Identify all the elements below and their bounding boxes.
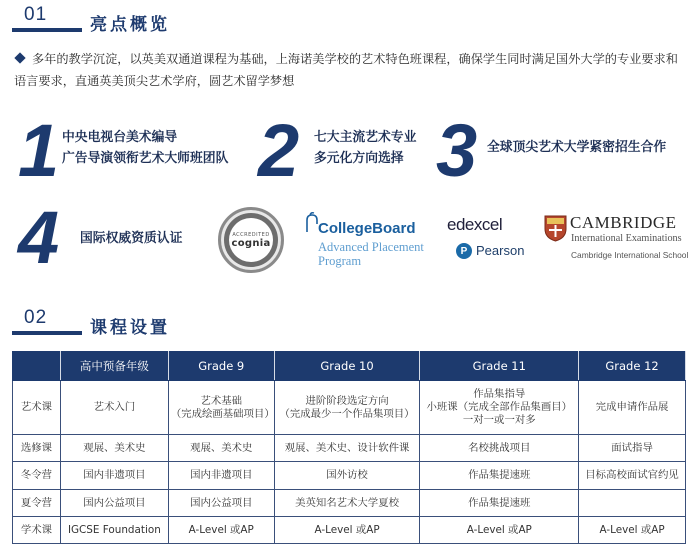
- collegeboard-sub1: Advanced Placement: [318, 240, 424, 254]
- highlight-number: 3: [436, 109, 478, 192]
- cambridge-school: Cambridge International School: [571, 250, 689, 260]
- table-cell: 国内非遗项目: [60, 462, 168, 490]
- course-table: [12, 351, 686, 544]
- section-header-courses: [12, 307, 312, 343]
- table-cell: 面试指导: [579, 435, 686, 462]
- section-underline: [12, 331, 82, 335]
- table-cell: [168, 381, 274, 435]
- highlight-line2: 多元化方向选择: [314, 151, 404, 166]
- table-cell: 观展、美术史: [60, 435, 168, 462]
- table-cell: 国内非遗项目: [168, 462, 274, 490]
- section-number: 02: [24, 307, 48, 328]
- table-cell: 观展、美术史: [168, 435, 274, 462]
- highlight-number: 4: [18, 196, 60, 279]
- cell-line: 进阶阶段选定方向: [305, 394, 389, 407]
- cognia-inner: [230, 219, 272, 261]
- table-cell: A-Level 或AP: [168, 517, 274, 544]
- cambridge-sub: International Examinations: [571, 233, 682, 244]
- highlight-number: 2: [258, 109, 300, 192]
- intro-paragraph: [14, 48, 686, 92]
- table-cell: 艺术入门: [60, 381, 168, 435]
- table-cell: A-Level 或AP: [420, 517, 579, 544]
- cell-line: 一对一或一对多: [462, 414, 536, 426]
- cell-line: （完成绘画基础项目）: [170, 407, 275, 420]
- table-cell: [274, 381, 420, 435]
- collegeboard-sub2: Program: [318, 254, 362, 268]
- table-cell: 美英知名艺术大学夏校: [274, 490, 420, 517]
- table-header-cell: Grade 12: [579, 352, 686, 381]
- highlight-number: 1: [18, 109, 60, 192]
- cognia-ring-text: ACCREDITED: [232, 231, 270, 238]
- section-underline: [12, 28, 82, 32]
- table-cell: 观展、美术史、设计软件课: [274, 435, 420, 462]
- edexcel-name: edexcel: [447, 215, 503, 234]
- cambridge-shield-icon: [544, 215, 567, 242]
- cognia-logo: [218, 207, 284, 273]
- table-header-cell: 高中预备年级: [60, 352, 168, 381]
- highlight-line1: 中央电视台美术编导: [62, 130, 178, 145]
- highlight-line1: 国际权威资质认证: [80, 231, 183, 246]
- table-header-cell: Grade 9: [168, 352, 274, 381]
- row-header-cell: 选修课: [13, 435, 61, 462]
- table-header-cell: [13, 352, 61, 381]
- cambridge-name: CAMBRIDGE: [570, 213, 677, 232]
- table-row: [13, 490, 686, 517]
- table-row: [13, 517, 686, 544]
- table-header-cell: Grade 11: [420, 352, 579, 381]
- section-title: 亮点概览: [90, 15, 170, 35]
- table-cell: 作品集提速班: [420, 462, 579, 490]
- section-number: 01: [24, 4, 48, 25]
- section-title: 课程设置: [90, 318, 170, 338]
- pearson-name: Pearson: [476, 243, 525, 258]
- table-cell: 目标高校面试官约见: [579, 462, 686, 490]
- table-row: [13, 381, 686, 435]
- table-body: [13, 381, 686, 544]
- pearson-p-icon: P: [456, 243, 472, 259]
- row-header-cell: 学术课: [13, 517, 61, 544]
- table-row: [13, 435, 686, 462]
- collegeboard-name: CollegeBoard: [318, 220, 416, 237]
- table-cell: [579, 490, 686, 517]
- highlight-line2: 广告导演领衔艺术大师班团队: [62, 151, 229, 166]
- table-cell: [420, 381, 579, 435]
- row-header-cell: 冬令营: [13, 462, 61, 490]
- table-cell: A-Level 或AP: [274, 517, 420, 544]
- table-cell: 名校挑战项目: [420, 435, 579, 462]
- table-row: [13, 462, 686, 490]
- highlight-line1: 全球顶尖艺术大学紧密招生合作: [487, 140, 667, 155]
- section-header-highlights: [12, 4, 312, 40]
- table-cell: 完成申请作品展: [579, 381, 686, 435]
- table-cell: IGCSE Foundation: [60, 517, 168, 544]
- table-cell: 国内公益项目: [168, 490, 274, 517]
- cell-line: 小班课（完成全部作品集画目）: [426, 401, 572, 413]
- table-header-row: [13, 352, 686, 381]
- intro-text: 多年的教学沉淀，以英美双通道课程为基础，上海诺美学校的艺术特色班课程，确保学生同时满足国外大学的专业要求和语言要求，直通英美顶尖艺术学府，圆艺术留学梦想: [14, 52, 678, 88]
- cognia-name: cognia: [231, 237, 271, 249]
- table-cell: A-Level 或AP: [579, 517, 686, 544]
- row-header-cell: 艺术课: [13, 381, 61, 435]
- cell-line: 艺术基础: [200, 394, 243, 407]
- table-cell: 国内公益项目: [60, 490, 168, 517]
- table-cell: 国外访校: [274, 462, 420, 490]
- table-header-cell: Grade 10: [274, 352, 420, 381]
- highlight-line1: 七大主流艺术专业: [314, 130, 417, 145]
- cell-line: 作品集指导: [473, 388, 526, 400]
- diamond-bullet-icon: [14, 52, 25, 63]
- row-header-cell: 夏令营: [13, 490, 61, 517]
- table-cell: 作品集提速班: [420, 490, 579, 517]
- cell-line: （完成最少一个作品集项目）: [279, 407, 415, 420]
